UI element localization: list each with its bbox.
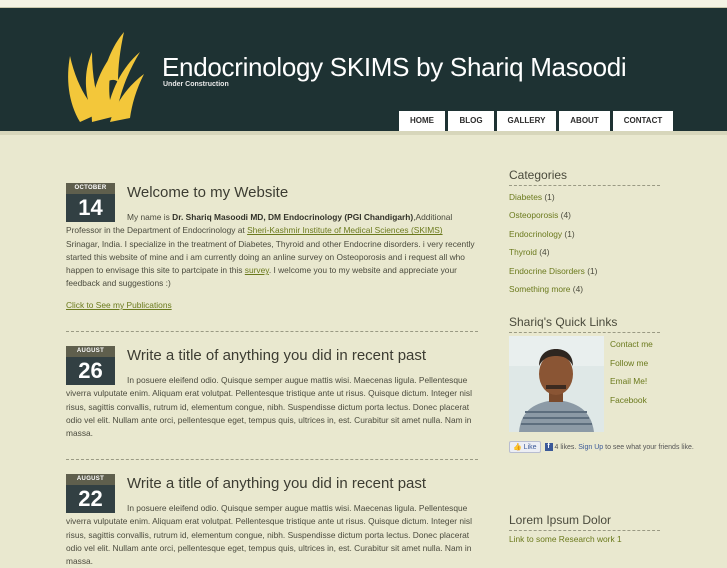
sidebar xyxy=(509,168,709,544)
post-title[interactable]: Welcome to my Website xyxy=(127,184,289,201)
list-item xyxy=(509,266,709,284)
category-link[interactable]: Something more xyxy=(509,283,571,294)
post-body: In posuere eleifend odio. Quisque semper augue mattis wisi. Maecenas ligula. Pellentesque viverra vulputate enim. Aliquam erat volutpat. Pellentesque tristique ante ut risus. Quisque dictum. Integer nisl risus, sagittis convallis, rutrum id, elementum congue, nibh. Suspendisse dictum porta lectus. Donec placerat odio vel elit. Nullam ante orci, pellentesque eget, tempus quis, ultrices in, est. Curabitur sit amet nulla. Nam in massa. xyxy=(66,503,472,567)
category-count: (4) xyxy=(572,283,584,294)
categories-list xyxy=(509,192,709,302)
like-button-label: Like xyxy=(523,444,537,451)
quick-links xyxy=(610,339,653,413)
top-strip xyxy=(0,0,727,8)
nav-blog[interactable]: BLOG xyxy=(448,111,494,131)
site-title[interactable]: Endocrinology SKIMS by Shariq Masoodi xyxy=(162,52,627,82)
category-count: (4) xyxy=(539,247,550,258)
post-text: Srinagar, India. I specialize in the treatment of Diabetes, Thyroid and other Endocrine disorders. i very recently started this website of mine and i am currently doing an anline survey on Osteoporosis and i request all who happen to envisage this site to partcipate in this xyxy=(66,238,475,276)
lorem-title: Lorem Ipsum Dolor xyxy=(509,513,660,531)
list-item xyxy=(509,229,709,247)
post-title[interactable]: Write a title of anything you did in recent past xyxy=(127,475,427,492)
nav-home[interactable]: HOME xyxy=(399,111,445,131)
post-title[interactable]: Write a title of anything you did in recent past xyxy=(127,347,427,364)
site-header xyxy=(0,8,727,135)
facebook-link[interactable]: Facebook xyxy=(610,394,647,405)
person-photo-icon xyxy=(509,336,604,432)
post-divider xyxy=(66,459,478,460)
post-text: . I welcome you to my website and appreciate your feedback and suggestions :) xyxy=(66,265,457,289)
post-date-day: 22 xyxy=(66,485,115,513)
category-count: (1) xyxy=(544,192,555,202)
category-link[interactable]: Diabetes xyxy=(509,192,543,202)
survey-link[interactable]: survey xyxy=(244,265,269,276)
category-link[interactable]: Endocrinology xyxy=(509,228,563,239)
profile-photo xyxy=(509,336,604,432)
like-button[interactable] xyxy=(509,441,541,453)
post-divider xyxy=(66,331,478,332)
post-date-month: AUGUST xyxy=(66,346,115,357)
publications-link[interactable]: Click to See my Publications xyxy=(66,300,172,310)
thumbs-up-icon: 👍 xyxy=(513,444,522,451)
site-tagline: Under Construction xyxy=(163,81,229,88)
post-text: My name is xyxy=(127,212,173,222)
author-name: Dr. Shariq Masoodi MD, DM Endocrinology (PGI Chandigarh) xyxy=(172,212,414,222)
list-item xyxy=(509,284,709,302)
category-link[interactable]: Osteoporosis xyxy=(509,210,559,221)
nav-contact[interactable]: CONTACT xyxy=(613,111,673,131)
category-link[interactable]: Thyroid xyxy=(509,247,537,258)
post-text: ,Additional Professor in the Department of Endocrinology at xyxy=(66,212,453,236)
facebook-like-widget xyxy=(509,441,694,453)
skims-link[interactable]: Sheri-Kashmir Institute of Medical Sciences (SKIMS) xyxy=(247,225,443,236)
category-count: (1) xyxy=(587,265,598,276)
post-body xyxy=(66,211,476,291)
list-item xyxy=(509,247,709,265)
quick-links-title: Shariq's Quick Links xyxy=(509,315,660,333)
category-count: (4) xyxy=(560,210,571,221)
nav-gallery[interactable]: GALLERY xyxy=(497,111,556,131)
email-me-link[interactable]: Email Me! xyxy=(610,376,648,386)
follow-me-link[interactable]: Follow me xyxy=(610,357,649,368)
post-date-day: 26 xyxy=(66,357,115,385)
list-item xyxy=(509,192,709,210)
category-link[interactable]: Endocrine Disorders xyxy=(509,265,585,276)
flame-logo-icon[interactable] xyxy=(62,26,158,126)
like-count: 4 likes. xyxy=(554,443,577,451)
signup-link[interactable]: Sign Up xyxy=(578,443,604,451)
post-date-month: OCTOBER xyxy=(66,183,115,194)
research-link[interactable]: Link to some Research work 1 xyxy=(509,534,622,544)
category-count: (1) xyxy=(564,228,575,239)
contact-me-link[interactable]: Contact me xyxy=(610,339,653,349)
facebook-icon: f xyxy=(545,443,553,451)
post-body: In posuere eleifend odio. Quisque semper augue mattis wisi. Maecenas ligula. Pellentesque viverra vulputate enim. Aliquam erat volutpat. Pellentesque tristique ante ut risus. Quisque dictum. Integer nisl risus, sagittis convallis, rutrum id, elementum congue, nibh. Suspendisse dictum porta lectus. Donec placerat odio vel elit. Nullam ante orci, pellentesque eget, tempus quis, ultrices in, est. Curabitur sit amet nulla. Nam in massa. xyxy=(66,375,472,439)
post-date-day: 14 xyxy=(66,194,115,222)
categories-title: Categories xyxy=(509,168,660,186)
list-item xyxy=(509,210,709,228)
post-date-month: AUGUST xyxy=(66,474,115,485)
like-suffix: to see what your friends like. xyxy=(605,443,694,451)
nav-about[interactable]: ABOUT xyxy=(559,111,610,131)
